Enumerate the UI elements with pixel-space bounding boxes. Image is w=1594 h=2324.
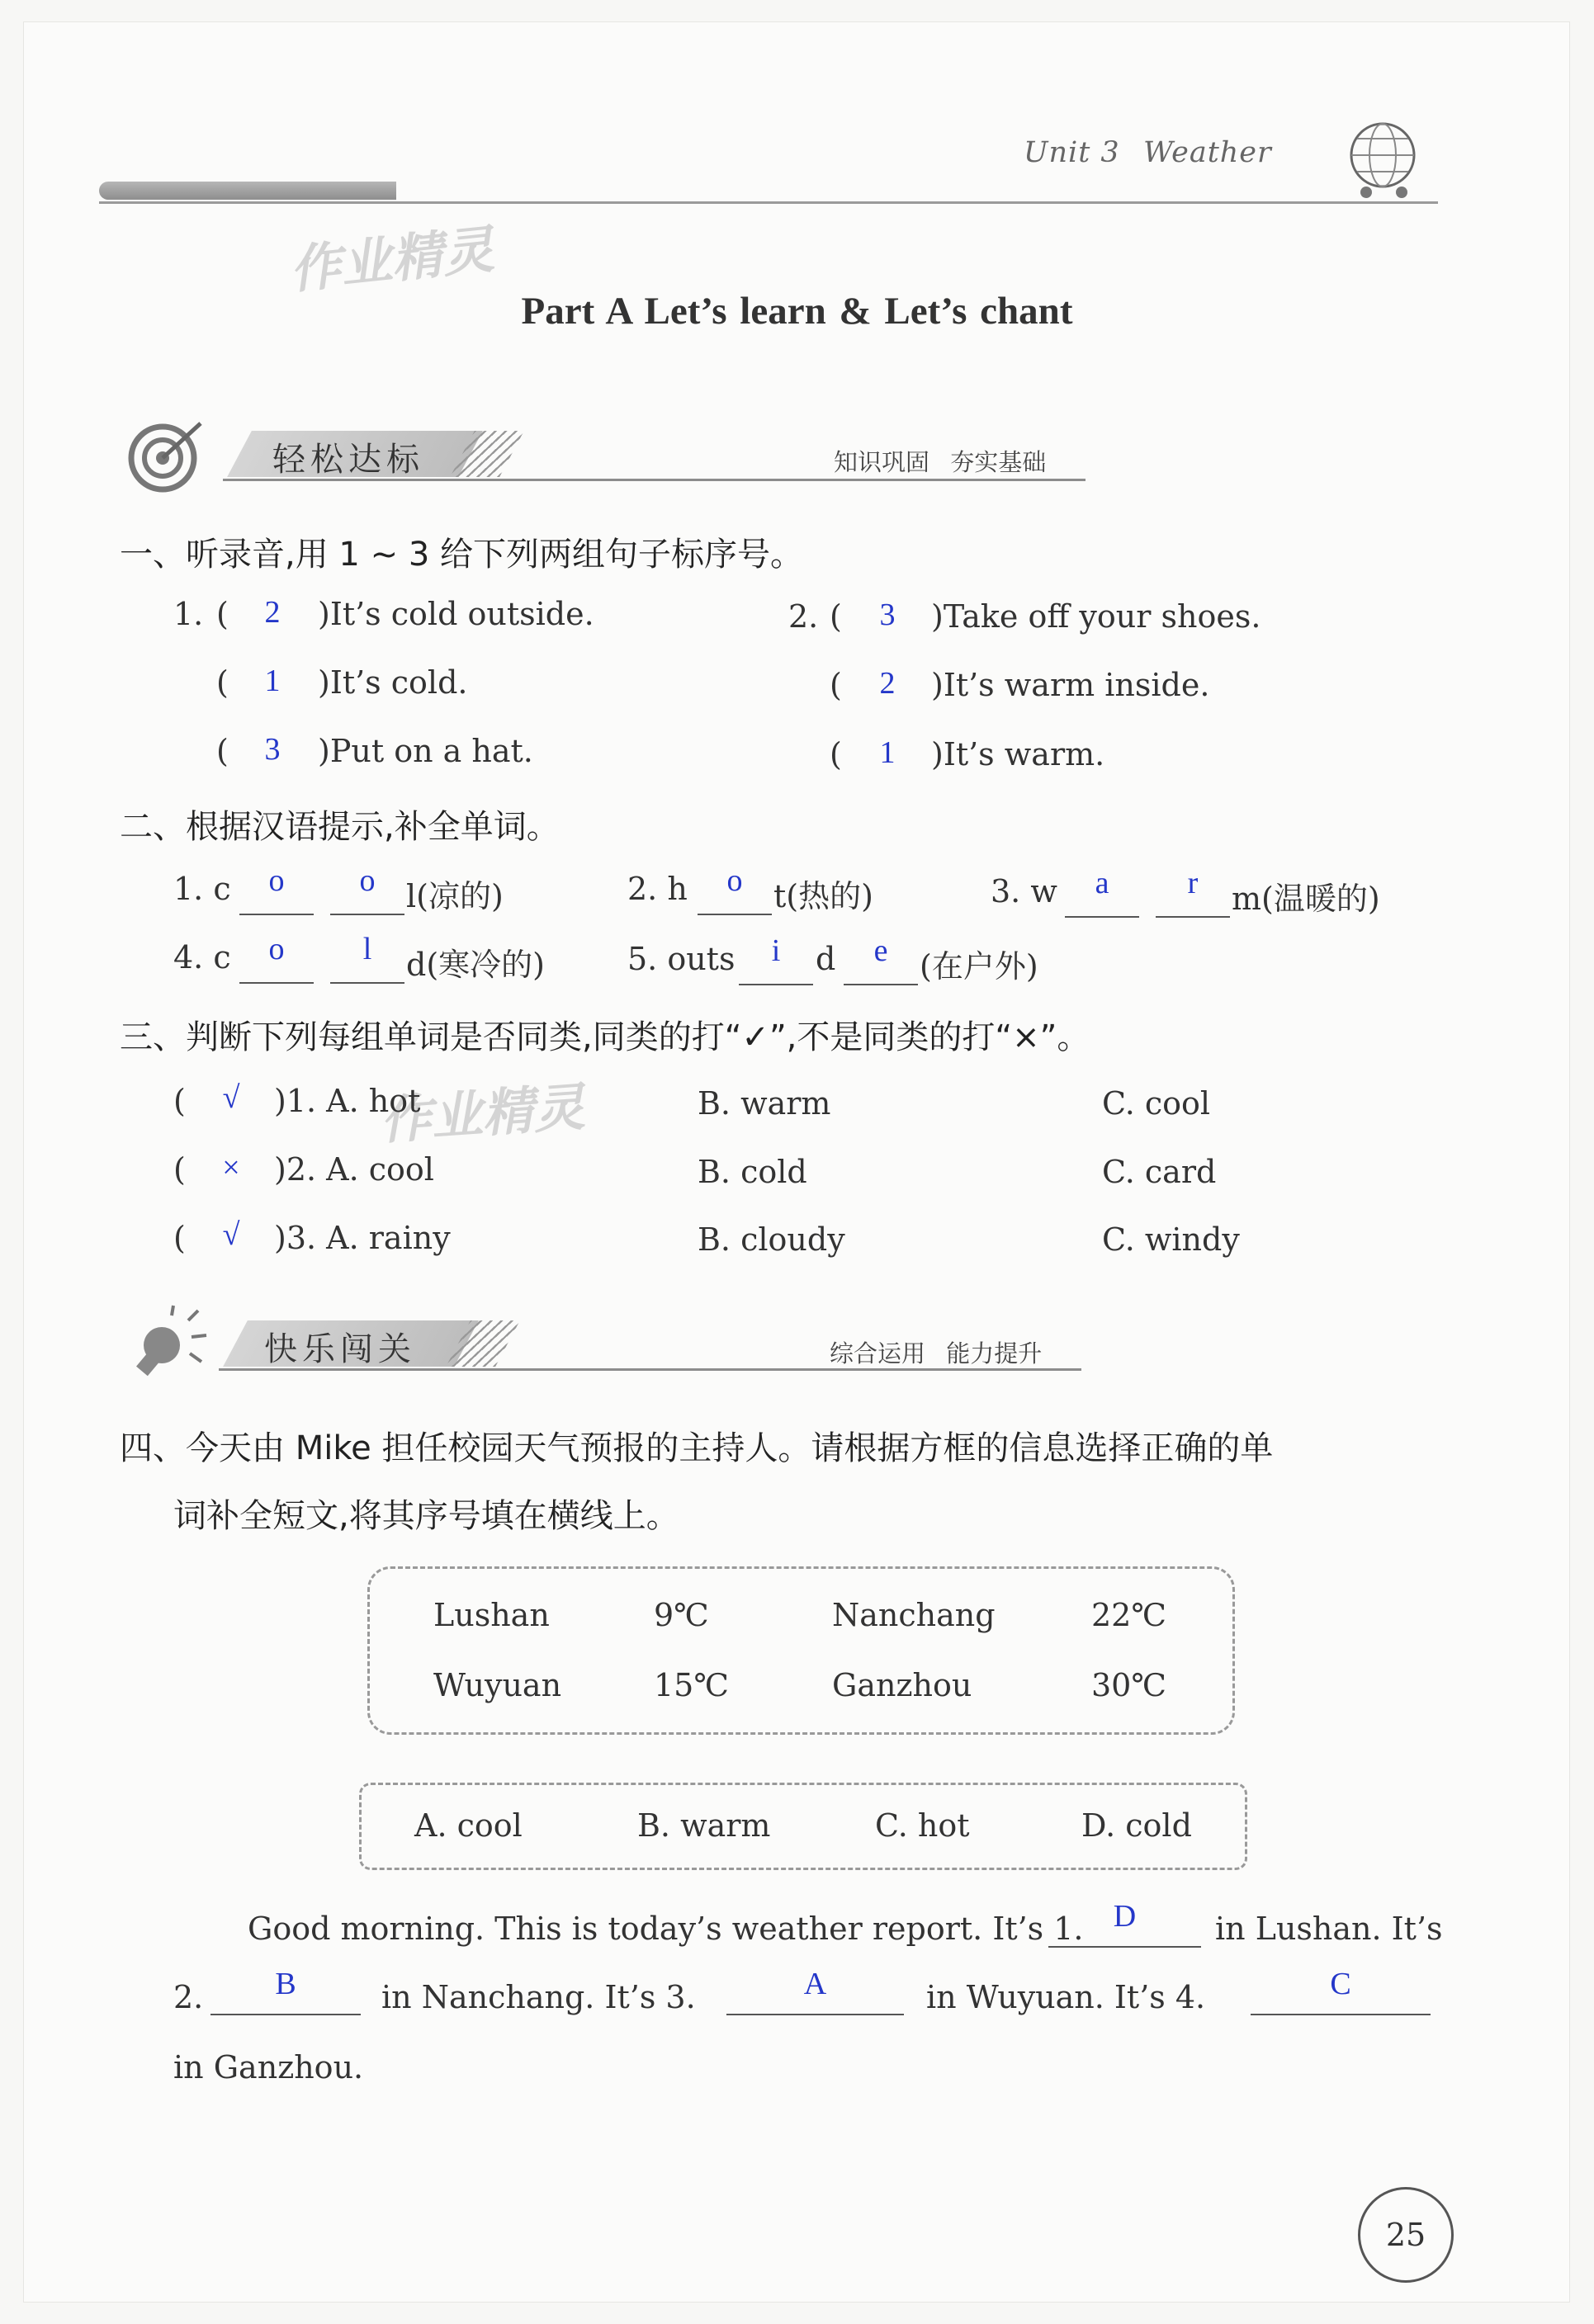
section2-subtitle: 综合运用 能力提升 [830,1339,1043,1367]
q1-open-paren: ( [216,733,229,769]
q1-left-answer-3: 3 [264,732,281,767]
watermark: 作业精灵 [286,219,497,300]
q2-item-5-mid: d [816,941,836,977]
header-rule [99,201,1438,204]
header-bar [99,182,396,200]
q2-item-1-blank-1: o [239,862,314,915]
q4-temp-ganzhou: 30℃ [1091,1667,1166,1703]
q1-right-num-1: 2. [788,598,819,635]
q1-right-text-3: )It’s warm. [931,736,1105,772]
q1-left-answer-1: 2 [264,595,281,630]
q4-passage-5: in Wuyuan. It’s 4. [926,1979,1206,2015]
q2-item-1-start: 1. c [173,871,231,907]
page-number: 25 [1358,2187,1454,2283]
q1-left-text-3: )Put on a hat. [318,733,533,769]
q4-city-ganzhou: Ganzhou [832,1667,972,1703]
q3-open-paren: ( [173,1220,186,1256]
watermark-2: 作业精灵 [378,1076,587,1151]
q4-city-nanchang: Nanchang [832,1597,996,1633]
q3-open-paren: ( [173,1083,186,1119]
q4-option-d: D. cold [1081,1807,1192,1844]
q4-option-a: A. cool [414,1807,523,1844]
q4-passage-3: 2. [173,1979,204,2015]
q3-row-2-a: )2. A. cool [274,1151,434,1188]
q4-prompt-line2: 词补全短文,将其序号填在横线上。 [173,1497,679,1535]
q4-info-box [367,1566,1235,1735]
q3-mark-3: √ [222,1217,240,1252]
q4-city-lushan: Lushan [433,1597,550,1633]
q4-passage-6: in Ganzhou. [173,2049,364,2085]
section2-title: 快乐闯关 [264,1330,416,1368]
q3-row-1-b: B. warm [698,1085,831,1122]
target-icon [128,417,206,495]
q3-row-1-c: C. cool [1102,1085,1211,1122]
q3-row-1-a: )1. A. hot [274,1083,421,1119]
q1-right-text-1: )Take off your shoes. [931,598,1261,635]
q3-mark-1: √ [222,1080,240,1115]
q1-open-paren: ( [830,736,842,772]
q2-item-1-blank-2: o [330,862,404,915]
q2-prompt: 二、根据汉语提示,补全单词。 [120,808,560,846]
q2-item-3-start: 3. w [991,873,1057,909]
q3-row-3-c: C. windy [1102,1221,1240,1258]
q4-passage-4: in Nanchang. It’s 3. [381,1979,696,2015]
q4-temp-lushan: 9℃ [654,1597,709,1633]
q2-item-4-blank-2: l [330,931,404,984]
q2-item-4-start: 4. c [173,939,231,975]
q3-open-paren: ( [173,1151,186,1188]
q1-open-paren: ( [216,596,229,632]
q2-item-2-end: t(热的) [773,878,873,914]
q4-option-c: C. hot [875,1807,970,1844]
q2-item-2-start: 2. h [627,871,688,907]
q4-temp-wuyuan: 15℃ [654,1667,729,1703]
q1-prompt: 一、听录音,用 1 ~ 3 给下列两组句子标序号。 [120,536,803,574]
section1-subtitle: 知识巩固 夯实基础 [834,448,1047,476]
q2-item-5-blank-1: i [739,933,813,985]
q4-blank-2: B [210,1966,361,2015]
page-title: Part A Let’s learn & Let’s chant [521,290,1073,333]
q4-option-b: B. warm [637,1807,771,1844]
q2-item-3-end: m(温暖的) [1232,881,1380,917]
q1-open-paren: ( [830,598,842,635]
q4-passage-2: in Lushan. It’s [1215,1911,1443,1947]
header-topic: Weather [1143,136,1272,169]
q2-item-4-blank-1: o [239,931,314,984]
q2-item-5-end: (在户外) [920,948,1038,985]
q1-left-text-1: )It’s cold outside. [318,596,594,632]
section1-rule [223,479,1086,481]
q1-right-answer-3: 1 [879,735,896,770]
q4-passage-1: Good morning. This is today’s weather report. It’s 1. [248,1911,1084,1947]
q1-left-answer-2: 1 [264,664,281,698]
q1-right-text-2: )It’s warm inside. [931,667,1210,703]
q2-item-5-start: 5. outs [627,941,736,977]
q1-right-answer-1: 3 [879,598,896,632]
q1-open-paren: ( [216,664,229,701]
q2-item-2-blank-1: o [698,862,772,915]
q1-left-text-2: )It’s cold. [318,664,468,701]
q3-row-3-b: B. cloudy [698,1221,845,1258]
header-unit: Unit 3 [1024,136,1120,169]
lightbulb-icon [130,1304,213,1382]
q3-row-2-c: C. card [1102,1154,1217,1190]
q1-open-paren: ( [830,667,842,703]
q1-left-num-1: 1. [173,596,204,632]
q2-item-1-end: l(凉的) [406,878,504,914]
q3-row-3-a: )3. A. rainy [274,1220,451,1256]
q4-blank-1: D [1048,1898,1201,1948]
q4-temp-nanchang: 22℃ [1091,1597,1166,1633]
globe-mascot-icon [1337,116,1432,202]
section1-title: 轻松达标 [272,441,424,479]
q2-item-4-end: d(寒冷的) [406,947,545,983]
q3-prompt: 三、判断下列每组单词是否同类,同类的打“✓”,不是同类的打“×”。 [120,1018,1090,1056]
q3-row-2-b: B. cold [698,1154,807,1190]
q4-prompt-line1: 四、今天由 Mike 担任校园天气预报的主持人。请根据方框的信息选择正确的单 [120,1429,1274,1467]
q4-blank-4: C [1251,1966,1431,2015]
q2-item-5-blank-2: e [844,933,918,985]
q4-city-wuyuan: Wuyuan [433,1667,562,1703]
q3-mark-2: × [222,1150,240,1185]
q2-item-3-blank-1: a [1065,865,1139,918]
q2-item-3-blank-2: r [1156,865,1230,918]
q1-right-answer-2: 2 [879,666,896,701]
q4-blank-3: A [726,1966,904,2015]
section2-rule [219,1368,1081,1371]
